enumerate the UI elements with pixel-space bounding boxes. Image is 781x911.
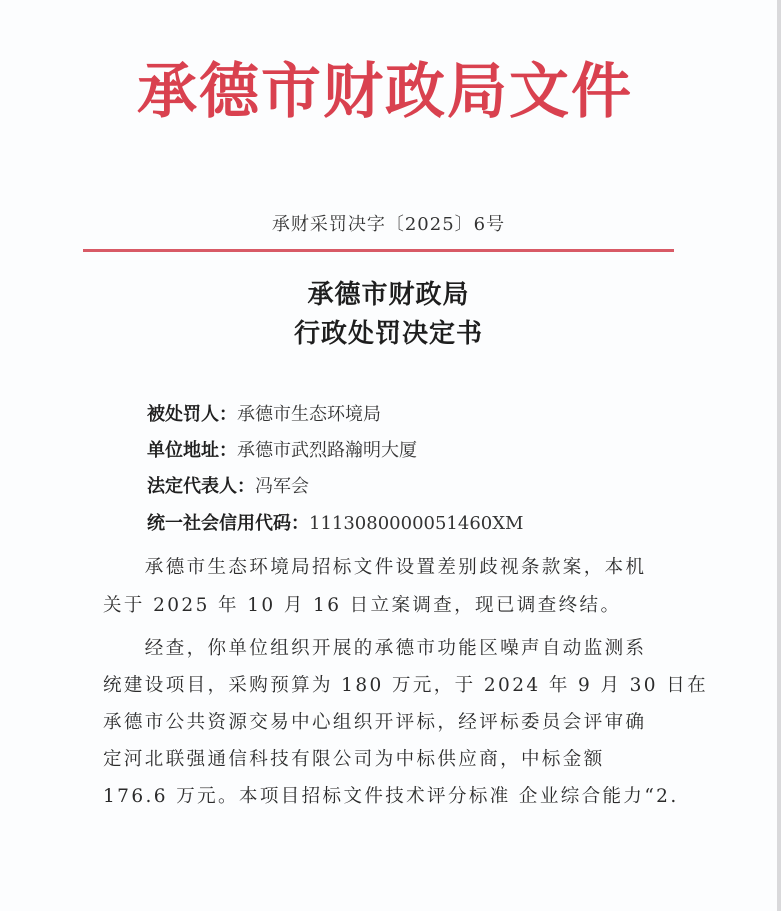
body-line: 经查，你单位组织开展的承德市功能区噪声自动监测系 [103, 638, 647, 659]
document-number: 承财采罚决字〔2025〕6号 [271, 214, 506, 235]
field-address [147, 436, 417, 462]
issuer-title: 承德市财政局 [307, 280, 470, 310]
field-credit-code [147, 509, 523, 535]
body-line: 定河北联强通信科技有限公司为中标供应商，中标金额 [103, 749, 605, 770]
masthead-title: 承德市财政局文件 [137, 57, 633, 127]
body-line: 176.6 万元。本项目招标文件技术评分标准 企业综合能力“2. [103, 786, 679, 807]
decision-title: 行政处罚决定书 [293, 319, 483, 349]
field-value: 承德市武烈路瀚明大厦 [237, 440, 417, 461]
field-label: 被处罚人： [147, 404, 237, 425]
body-line: 承德市生态环境局招标文件设置差别歧视条款案，本机 [103, 557, 647, 578]
red-divider [83, 249, 674, 252]
field-legal-representative [147, 472, 309, 498]
page-edge [777, 0, 781, 911]
field-value: 1113080000051460XM [309, 513, 524, 534]
field-label: 单位地址： [147, 440, 237, 461]
body-line: 统建设项目，采购预算为 180 万元，于 2024 年 9 月 30 日在 [103, 675, 709, 696]
field-label: 法定代表人： [147, 476, 255, 497]
body-line: 关于 2025 年 10 月 16 日立案调查，现已调查终结。 [103, 595, 622, 616]
body-line: 承德市公共资源交易中心组织开评标，经评标委员会评审确 [103, 712, 647, 733]
field-penalized-party [147, 400, 381, 426]
field-value: 承德市生态环境局 [237, 404, 381, 425]
field-value: 冯军会 [255, 476, 309, 497]
field-label: 统一社会信用代码： [147, 513, 309, 534]
